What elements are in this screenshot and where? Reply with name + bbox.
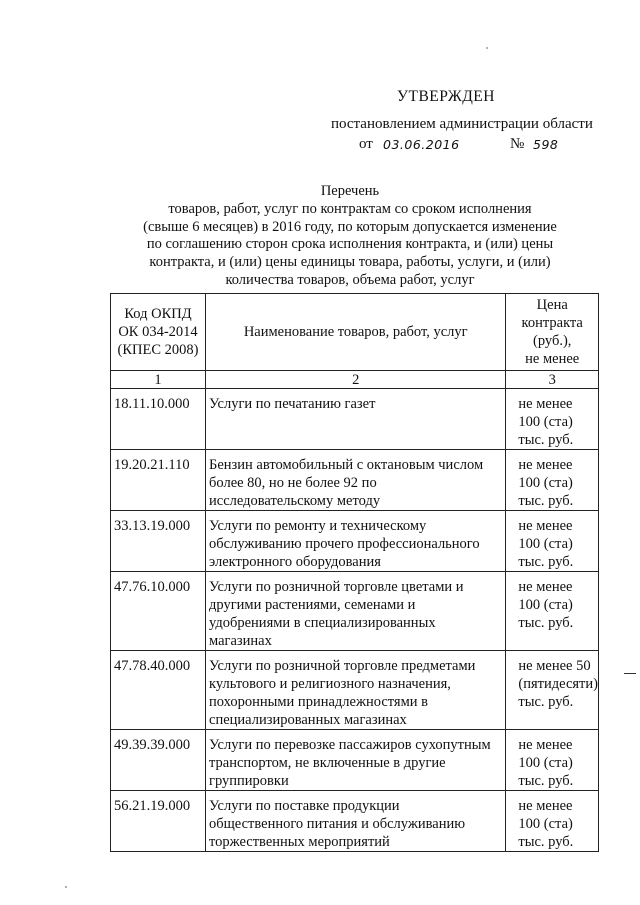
row-code: 19.20.21.110	[111, 450, 206, 511]
row-name: Услуги по розничной торговле цветами и другими растениями, семенами и удобрениями в специализированных магазинах	[206, 572, 506, 651]
row-price: не менее 100 (ста) тыс. руб.	[506, 572, 599, 651]
row-name: Услуги по ремонту и техническому обслуживанию прочего профессионального электронного оборудования	[206, 511, 506, 572]
header-name: Наименование товаров, работ, услуг	[206, 294, 506, 371]
row-name: Услуги по печатанию газет	[206, 389, 506, 450]
row-price: не менее 100 (ста) тыс. руб.	[506, 450, 599, 511]
row-price: не менее 100 (ста) тыс. руб.	[506, 730, 599, 791]
row-name: Услуги по перевозке пассажиров сухопутным транспортом, не включенные в другие группировки	[206, 730, 506, 791]
row-code: 18.11.10.000	[111, 389, 206, 450]
row-code: 33.13.19.000	[111, 511, 206, 572]
table-row	[111, 651, 599, 730]
row-name: Бензин автомобильный с октановым числом более 80, но не более 92 по исследовательскому методу	[206, 450, 506, 511]
row-price: не менее 100 (ста) тыс. руб.	[506, 791, 599, 852]
row-code: 49.39.39.000	[111, 730, 206, 791]
heading-line: количества товаров, объема работ, услуг	[225, 271, 475, 288]
row-code: 56.21.19.000	[111, 791, 206, 852]
approval-from-label: от	[359, 136, 373, 152]
table-row	[111, 511, 599, 572]
row-name: Услуги по розничной торговле предметами культового и религиозного назначения, похоронными принадлежностями в специализированных магазинах	[206, 651, 506, 730]
header-price: Цена контракта (руб.), не менее	[506, 294, 599, 371]
heading-line: (свыше 6 месяцев) в 2016 году, по которым допускается изменение	[143, 218, 557, 235]
scan-speck	[486, 47, 488, 49]
table-row	[111, 730, 599, 791]
column-number: 2	[206, 371, 506, 389]
column-number-row	[111, 371, 599, 389]
row-price: не менее 50 (пятидесяти) тыс. руб.	[506, 651, 599, 730]
table-row	[111, 791, 599, 852]
heading-line: по соглашению сторон срока исполнения контракта, и (или) цены	[146, 236, 554, 253]
approval-number-handwritten: 598	[533, 137, 559, 152]
heading-line: контракта, и (или) цены единицы товара, работы, услуги, и (или)	[149, 254, 551, 271]
table-row	[111, 450, 599, 511]
document-heading	[90, 183, 610, 290]
table-row	[111, 389, 599, 450]
column-number: 1	[111, 371, 206, 389]
approval-resolution-line: постановлением администрации области	[331, 116, 593, 132]
row-code: 47.76.10.000	[111, 572, 206, 651]
approval-number-label: №	[510, 136, 525, 152]
header-code: Код ОКПД ОК 034-2014 (КПЕС 2008)	[111, 294, 206, 371]
row-code: 47.78.40.000	[111, 651, 206, 730]
table-row	[111, 572, 599, 651]
row-price: не менее 100 (ста) тыс. руб.	[506, 389, 599, 450]
row-name: Услуги по поставке продукции общественного питания и обслуживанию торжественных мероприятий	[206, 791, 506, 852]
heading-line: Перечень	[320, 183, 380, 199]
approval-title: УТВЕРЖДЕН	[397, 88, 495, 105]
goods-services-table	[110, 293, 599, 852]
row-price: не менее 100 (ста) тыс. руб.	[506, 511, 599, 572]
scan-speck	[65, 886, 67, 888]
column-number: 3	[506, 371, 599, 389]
approval-date-handwritten: 03.06.2016	[383, 137, 460, 152]
heading-line: товаров, работ, услуг по контрактам со сроком исполнения	[168, 200, 532, 217]
table-header-row	[111, 294, 599, 371]
margin-mark	[624, 673, 636, 674]
